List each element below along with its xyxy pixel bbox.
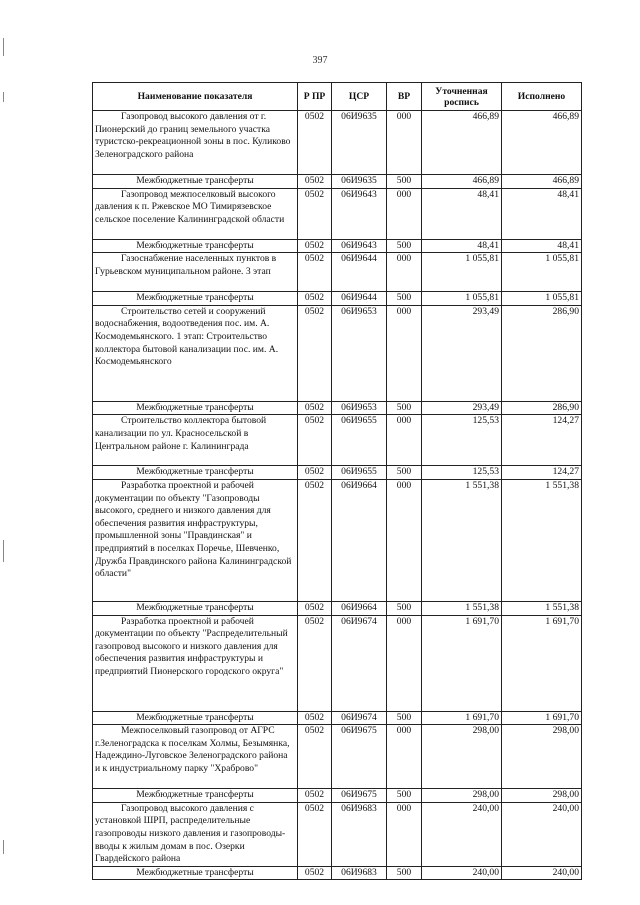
- cell-planned: 1 055,81: [422, 253, 502, 292]
- cell-executed: 124,27: [502, 466, 582, 480]
- table-body: [93, 111, 582, 880]
- cell-executed: 466,89: [502, 175, 582, 189]
- cell-planned: 298,00: [422, 789, 502, 803]
- cell-planned: 1 551,38: [422, 601, 502, 615]
- cell-planned: 293,49: [422, 401, 502, 415]
- header-planned: Уточненная роспись: [422, 83, 502, 111]
- cell-rpr: 0502: [298, 253, 332, 292]
- cell-csr: 06И9635: [332, 111, 387, 175]
- cell-vr: 500: [387, 239, 422, 253]
- cell-executed: 1 055,81: [502, 253, 582, 292]
- cell-planned: 1 055,81: [422, 292, 502, 306]
- cell-rpr: 0502: [298, 466, 332, 480]
- table-row: [93, 415, 582, 466]
- cell-planned: 240,00: [422, 802, 502, 866]
- table-row: [93, 789, 582, 803]
- table-row: [93, 292, 582, 306]
- header-rpr: Р ПР: [298, 83, 332, 111]
- header-executed: Исполнено: [502, 83, 582, 111]
- budget-table: [92, 82, 582, 880]
- table-row: [93, 175, 582, 189]
- table-row: [93, 188, 582, 239]
- cell-csr: 06И9653: [332, 305, 387, 401]
- cell-csr: 06И9643: [332, 239, 387, 253]
- cell-csr: 06И9664: [332, 479, 387, 601]
- cell-csr: 06И9655: [332, 415, 387, 466]
- cell-vr: 000: [387, 802, 422, 866]
- table-row: [93, 615, 582, 711]
- cell-executed: 48,41: [502, 188, 582, 239]
- scan-edge-mark: [3, 840, 4, 854]
- cell-executed: 240,00: [502, 802, 582, 866]
- table-row: [93, 305, 582, 401]
- cell-vr: 500: [387, 175, 422, 189]
- cell-csr: 06И9683: [332, 802, 387, 866]
- cell-vr: 500: [387, 711, 422, 725]
- cell-planned: 1 551,38: [422, 479, 502, 601]
- table-row: [93, 802, 582, 866]
- cell-planned: 48,41: [422, 239, 502, 253]
- cell-rpr: 0502: [298, 789, 332, 803]
- table-row: [93, 401, 582, 415]
- cell-vr: 000: [387, 111, 422, 175]
- cell-rpr: 0502: [298, 725, 332, 789]
- cell-vr: 000: [387, 725, 422, 789]
- cell-planned: 240,00: [422, 866, 502, 880]
- table-row: [93, 111, 582, 175]
- cell-csr: 06И9683: [332, 866, 387, 880]
- cell-executed: 466,89: [502, 111, 582, 175]
- cell-csr: 06И9655: [332, 466, 387, 480]
- cell-planned: 293,49: [422, 305, 502, 401]
- cell-executed: 48,41: [502, 239, 582, 253]
- table-header-row: [93, 83, 582, 111]
- cell-executed: 1 551,38: [502, 601, 582, 615]
- cell-planned: 298,00: [422, 725, 502, 789]
- cell-planned: 466,89: [422, 111, 502, 175]
- cell-name: Межбюджетные трансферты: [93, 401, 298, 415]
- cell-rpr: 0502: [298, 188, 332, 239]
- cell-executed: 286,90: [502, 401, 582, 415]
- cell-planned: 125,53: [422, 466, 502, 480]
- cell-name: Разработка проектной и рабочей документации по объекту "Газопроводы высокого, среднего и низкого давления для обеспечения развития инфраструктуры, промышленной зоны "Правдинская" и предприятий в поселках Поречье, Шевченко, Дружба Правдинского района Калининградской области": [93, 479, 298, 601]
- cell-name: Межбюджетные трансферты: [93, 711, 298, 725]
- cell-vr: 000: [387, 615, 422, 711]
- cell-name: Газоснабжение населенных пунктов в Гурьевском муниципальном районе. 3 этап: [93, 253, 298, 292]
- table-row: [93, 601, 582, 615]
- cell-name: Газопровод межпоселковый высокого давления к п. Ржевское МО Тимирязевское сельское поселение Калининградской области: [93, 188, 298, 239]
- header-vr: ВР: [387, 83, 422, 111]
- cell-name: Газопровод высокого давления с установкой ШРП, распределительные газопроводы низкого давления и газопроводы-вводы к жилым домам в пос. Озерки Гвардейского района: [93, 802, 298, 866]
- table-row: [93, 725, 582, 789]
- cell-executed: 1 691,70: [502, 615, 582, 711]
- cell-planned: 1 691,70: [422, 615, 502, 711]
- cell-vr: 500: [387, 601, 422, 615]
- cell-csr: 06И9674: [332, 711, 387, 725]
- cell-name: Межбюджетные трансферты: [93, 466, 298, 480]
- cell-csr: 06И9675: [332, 725, 387, 789]
- cell-csr: 06И9674: [332, 615, 387, 711]
- scan-edge-mark: [3, 540, 4, 562]
- cell-rpr: 0502: [298, 601, 332, 615]
- cell-planned: 466,89: [422, 175, 502, 189]
- cell-csr: 06И9644: [332, 292, 387, 306]
- cell-name: Межпоселковый газопровод от АГРС г.Зеленоградска к поселкам Холмы, Безымянка, Надеждино-Луговское Зеленоградского района и к индустриальному парку "Храброво": [93, 725, 298, 789]
- cell-csr: 06И9653: [332, 401, 387, 415]
- cell-name: Межбюджетные трансферты: [93, 239, 298, 253]
- cell-csr: 06И9664: [332, 601, 387, 615]
- cell-executed: 286,90: [502, 305, 582, 401]
- cell-name: Межбюджетные трансферты: [93, 601, 298, 615]
- cell-vr: 500: [387, 866, 422, 880]
- cell-executed: 298,00: [502, 789, 582, 803]
- cell-rpr: 0502: [298, 239, 332, 253]
- cell-name: Разработка проектной и рабочей документации по объекту "Распределительный газопровод высокого и низкого давления для обеспечения развития инфраструктуры и предприятий Пионерского городского округа": [93, 615, 298, 711]
- cell-planned: 125,53: [422, 415, 502, 466]
- scan-edge-mark: [3, 38, 4, 56]
- cell-csr: 06И9644: [332, 253, 387, 292]
- cell-planned: 1 691,70: [422, 711, 502, 725]
- cell-executed: 1 691,70: [502, 711, 582, 725]
- cell-executed: 240,00: [502, 866, 582, 880]
- header-name: Наименование показателя: [93, 83, 298, 111]
- cell-name: Межбюджетные трансферты: [93, 866, 298, 880]
- cell-name: Строительство коллектора бытовой канализации по ул. Красносельской в Центральном районе г. Калининграда: [93, 415, 298, 466]
- cell-rpr: 0502: [298, 292, 332, 306]
- cell-name: Газопровод высокого давления от г. Пионерский до границ земельного участка туристско-рекреационной зоны в пос. Куликово Зеленоградского района: [93, 111, 298, 175]
- table-row: [93, 239, 582, 253]
- cell-vr: 000: [387, 305, 422, 401]
- cell-rpr: 0502: [298, 415, 332, 466]
- cell-vr: 500: [387, 789, 422, 803]
- cell-vr: 500: [387, 401, 422, 415]
- table-row: [93, 466, 582, 480]
- cell-vr: 000: [387, 188, 422, 239]
- cell-rpr: 0502: [298, 866, 332, 880]
- cell-rpr: 0502: [298, 401, 332, 415]
- cell-rpr: 0502: [298, 175, 332, 189]
- cell-name: Межбюджетные трансферты: [93, 292, 298, 306]
- cell-rpr: 0502: [298, 615, 332, 711]
- cell-name: Строительство сетей и сооружений водоснабжения, водоотведения пос. им. А. Космодемьянского. 1 этап: Строительство коллектора бытовой канализации пос. им. А. Космодемьянского: [93, 305, 298, 401]
- cell-csr: 06И9643: [332, 188, 387, 239]
- cell-vr: 000: [387, 253, 422, 292]
- cell-executed: 1 055,81: [502, 292, 582, 306]
- cell-vr: 000: [387, 415, 422, 466]
- cell-rpr: 0502: [298, 802, 332, 866]
- header-csr: ЦСР: [332, 83, 387, 111]
- table-row: [93, 711, 582, 725]
- table-row: [93, 479, 582, 601]
- cell-executed: 124,27: [502, 415, 582, 466]
- table-row: [93, 253, 582, 292]
- cell-executed: 1 551,38: [502, 479, 582, 601]
- cell-rpr: 0502: [298, 479, 332, 601]
- cell-vr: 000: [387, 479, 422, 601]
- cell-executed: 298,00: [502, 725, 582, 789]
- table-row: [93, 866, 582, 880]
- scan-edge-mark: [3, 92, 4, 102]
- cell-rpr: 0502: [298, 711, 332, 725]
- page-number: 397: [312, 55, 328, 66]
- cell-name: Межбюджетные трансферты: [93, 175, 298, 189]
- cell-vr: 500: [387, 466, 422, 480]
- cell-csr: 06И9635: [332, 175, 387, 189]
- cell-rpr: 0502: [298, 111, 332, 175]
- cell-vr: 500: [387, 292, 422, 306]
- cell-csr: 06И9675: [332, 789, 387, 803]
- cell-name: Межбюджетные трансферты: [93, 789, 298, 803]
- cell-rpr: 0502: [298, 305, 332, 401]
- cell-planned: 48,41: [422, 188, 502, 239]
